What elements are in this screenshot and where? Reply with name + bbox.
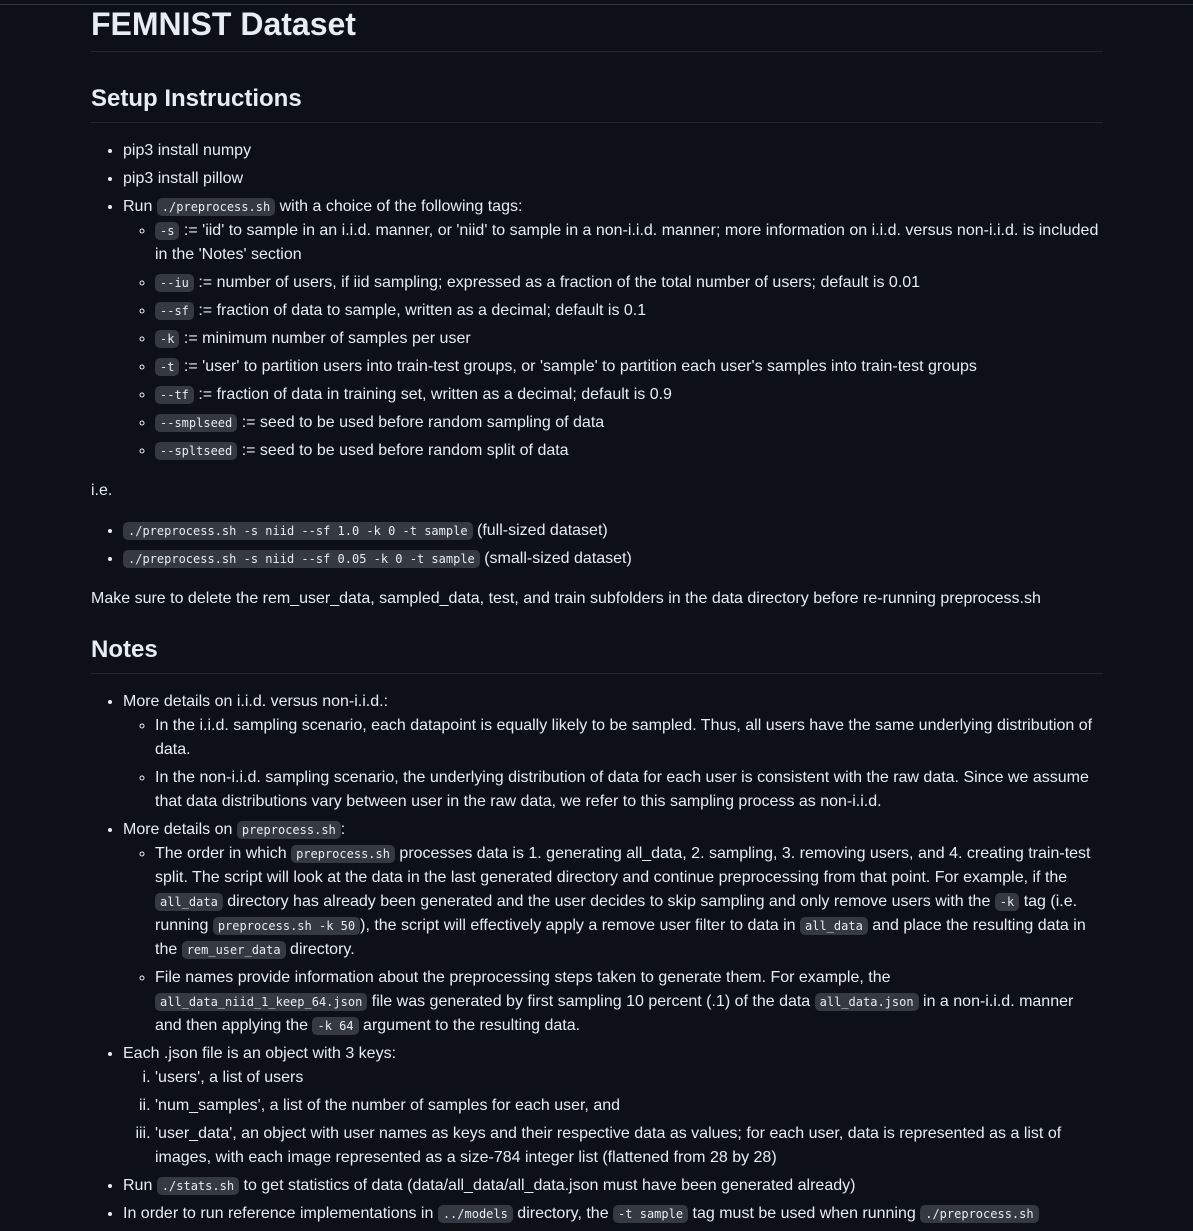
notes-item-iid: • More details on i.i.d. versus non-i.i.d.: ◦ In the i.i.d. sampling scenario, each datapoint is equally likely to be sampled. Thus, all users have the same underlying distribution of data. ◦ In the non-i.i.d. sampling scenario, the underlying distribution of data for each user is consistent with the raw data. Since we assume that data distributions vary between user in the raw data, we refer to this sampling process as non-i.i.d.: [123, 690, 1103, 814]
inline-code: all_data: [800, 917, 868, 935]
preprocess-item: ◦ File names provide information about the preprocessing steps taken to generate them. For example, the all_data_niid_1_keep_64.json file was generated by first sampling 10 percent (.1) of the data all_data.json in a non-i.i.d. manner and then applying the -k 64 argument to the resulting data.: [155, 966, 1103, 1038]
inline-code: ./preprocess.sh -s niid --sf 1.0 -k 0 -t sample: [123, 522, 473, 540]
inline-code: --tf: [155, 386, 194, 404]
json-keys-list: [123, 1066, 1103, 1170]
inline-code: --sf: [155, 302, 194, 320]
setup-item: • pip3 install pillow: [123, 167, 1103, 191]
inline-code: --iu: [155, 274, 194, 292]
notes-item-json: • Each .json file is an object with 3 keys: i. 'users', a list of users ii. 'num_samples', a list of the number of samples for each user, and iii. 'user_data', an object with user names as keys and their respective data as values; for each user, data is represented as a list of images, with each image represented as a size-784 integer list (flattened from 28 by 28): [123, 1042, 1103, 1170]
iid-item: ◦ In the non-i.i.d. sampling scenario, the underlying distribution of data for each user is consistent with the raw data. Since we assume that data distributions vary between user in the raw data, we refer to this sampling process as non-i.i.d.: [155, 766, 1103, 814]
tag-item: ◦ --sf := fraction of data to sample, written as a decimal; default is 0.1: [155, 299, 1103, 323]
preprocess-item: ◦ The order in which preprocess.sh processes data is 1. generating all_data, 2. sampling, 3. removing users, and 4. creating train-test split. The script will look at the data in the last generated directory and continue preprocessing from that point. For example, if the all_data directory has already been generated and the user decides to skip sampling and only remove users with the -k tag (i.e. running preprocess.sh -k 50 ), the script will effectively apply a remove user filter to data in all_data and place the resulting data in the rem_user_data directory.: [155, 842, 1103, 962]
example-item: • ./preprocess.sh -s niid --sf 1.0 -k 0 -t sample (full-sized dataset): [123, 519, 1103, 543]
iid-list: [123, 714, 1103, 814]
inline-code: -t sample: [613, 1205, 688, 1223]
tag-item: ◦ --tf := fraction of data in training set, written as a decimal; default is 0.9: [155, 383, 1103, 407]
inline-code: ./preprocess.sh: [157, 198, 275, 216]
example-item: • ./preprocess.sh -s niid --sf 0.05 -k 0 -t sample (small-sized dataset): [123, 547, 1103, 571]
example-list: [91, 519, 1103, 571]
inline-code: -s: [155, 222, 179, 240]
inline-code: --smplseed: [155, 414, 237, 432]
setup-heading: Setup Instructions: [91, 84, 1103, 123]
tag-item: ◦ -k := minimum number of samples per user: [155, 327, 1103, 351]
inline-code: -t: [155, 358, 179, 376]
inline-code: all_data.json: [815, 993, 919, 1011]
inline-code: ./preprocess.sh: [920, 1205, 1038, 1223]
inline-code: preprocess.sh: [291, 845, 395, 863]
inline-code: -k: [155, 330, 179, 348]
inline-code: all_data: [155, 893, 223, 911]
notes-item-models: • In order to run reference implementations in ../models directory, the -t sample tag must be used when running ./preprocess.sh: [123, 1202, 1103, 1226]
tag-list: [123, 219, 1103, 463]
inline-code: -k 64: [312, 1017, 358, 1035]
json-key-item: iii. 'user_data', an object with user names as keys and their respective data as values; for each user, data is represented as a list of images, with each image represented as a size-784 integer list (flattened from 28 by 28): [155, 1122, 1103, 1170]
page-title: FEMNIST Dataset: [91, 0, 1103, 52]
preprocess-list: [123, 842, 1103, 1038]
inline-code: ./stats.sh: [157, 1177, 239, 1195]
inline-code: preprocess.sh: [237, 821, 341, 839]
inline-code: ../models: [438, 1205, 513, 1223]
inline-code: -k: [995, 893, 1019, 911]
setup-list: [91, 139, 1103, 463]
json-key-item: i. 'users', a list of users: [155, 1066, 1103, 1090]
readme-content: [91, 0, 1103, 1226]
setup-item: • pip3 install numpy: [123, 139, 1103, 163]
cleanup-note: Make sure to delete the rem_user_data, sampled_data, test, and train subfolders in the data directory before re-running preprocess.sh: [91, 590, 1041, 607]
notes-item-preprocess: • More details on preprocess.sh : ◦ The order in which preprocess.sh processes data is 1. generating all_data, 2. sampling, 3. removing users, and 4. creating train-test split. The script will look at the data in the last generated directory and continue preprocessing from that point. For example, if the all_data directory has already been generated and the user decides to skip sampling and only remove users with the -k tag (i.e. running preprocess.sh -k 50 ), the script will effectively apply a remove user filter to data in all_data and place the resulting data in the rem_user_data directory. ◦ File names provide information about the preprocessing steps taken to generate them. For example, the all_data_niid_1_keep_64.json file was generated by first sampling 10 percent (.1) of the data all_data.json in a non-i.i.d. manner and then applying the -k 64 argument to the resulting data.: [123, 818, 1103, 1038]
notes-heading: Notes: [91, 635, 1103, 674]
iid-item: ◦ In the i.i.d. sampling scenario, each datapoint is equally likely to be sampled. Thus, all users have the same underlying distribution of data.: [155, 714, 1103, 762]
notes-list: [91, 690, 1103, 1226]
inline-code: --spltseed: [155, 442, 237, 460]
notes-item-stats: • Run ./stats.sh to get statistics of data (data/all_data/all_data.json must have been generated already): [123, 1174, 1103, 1198]
ie-text: i.e.: [91, 482, 113, 499]
tag-item: ◦ --iu := number of users, if iid sampling; expressed as a fraction of the total number of users; default is 0.01: [155, 271, 1103, 295]
inline-code: preprocess.sh -k 50: [213, 917, 360, 935]
tag-item: ◦ -s := 'iid' to sample in an i.i.d. manner, or 'niid' to sample in a non-i.i.d. manner; more information on i.i.d. versus non-i.i.d. is included in the 'Notes' section: [155, 219, 1103, 267]
tag-item: ◦ --spltseed := seed to be used before random split of data: [155, 439, 1103, 463]
inline-code: rem_user_data: [182, 941, 286, 959]
json-key-item: ii. 'num_samples', a list of the number of samples for each user, and: [155, 1094, 1103, 1118]
tag-item: ◦ --smplseed := seed to be used before random sampling of data: [155, 411, 1103, 435]
inline-code: all_data_niid_1_keep_64.json: [155, 993, 367, 1011]
setup-item-run: • Run ./preprocess.sh with a choice of the following tags: ◦ -s := 'iid' to sample in an i.i.d. manner, or 'niid' to sample in a non-i.i.d. manner; more information on i.i.d. versus non-i.i.d. is included in the 'Notes' section ◦ --iu := number of users, if iid sampling; expressed as a fraction of the total number of users; default is 0.01 ◦ --sf := fraction of data to sample, written as a decimal; default is 0.1 ◦ -k := minimum number of samples per user ◦ -t := 'user' to partition users into train-test groups, or 'sample' to partition each user's samples into train-test groups ◦ --tf := fraction of data in training set, written as a decimal; default is 0.9 ◦ --smplseed := seed to be used before random sampling of data ◦ --spltseed := seed to be used before random split of data: [123, 195, 1103, 463]
inline-code: ./preprocess.sh -s niid --sf 0.05 -k 0 -t sample: [123, 550, 480, 568]
tag-item: ◦ -t := 'user' to partition users into train-test groups, or 'sample' to partition each user's samples into train-test groups: [155, 355, 1103, 379]
